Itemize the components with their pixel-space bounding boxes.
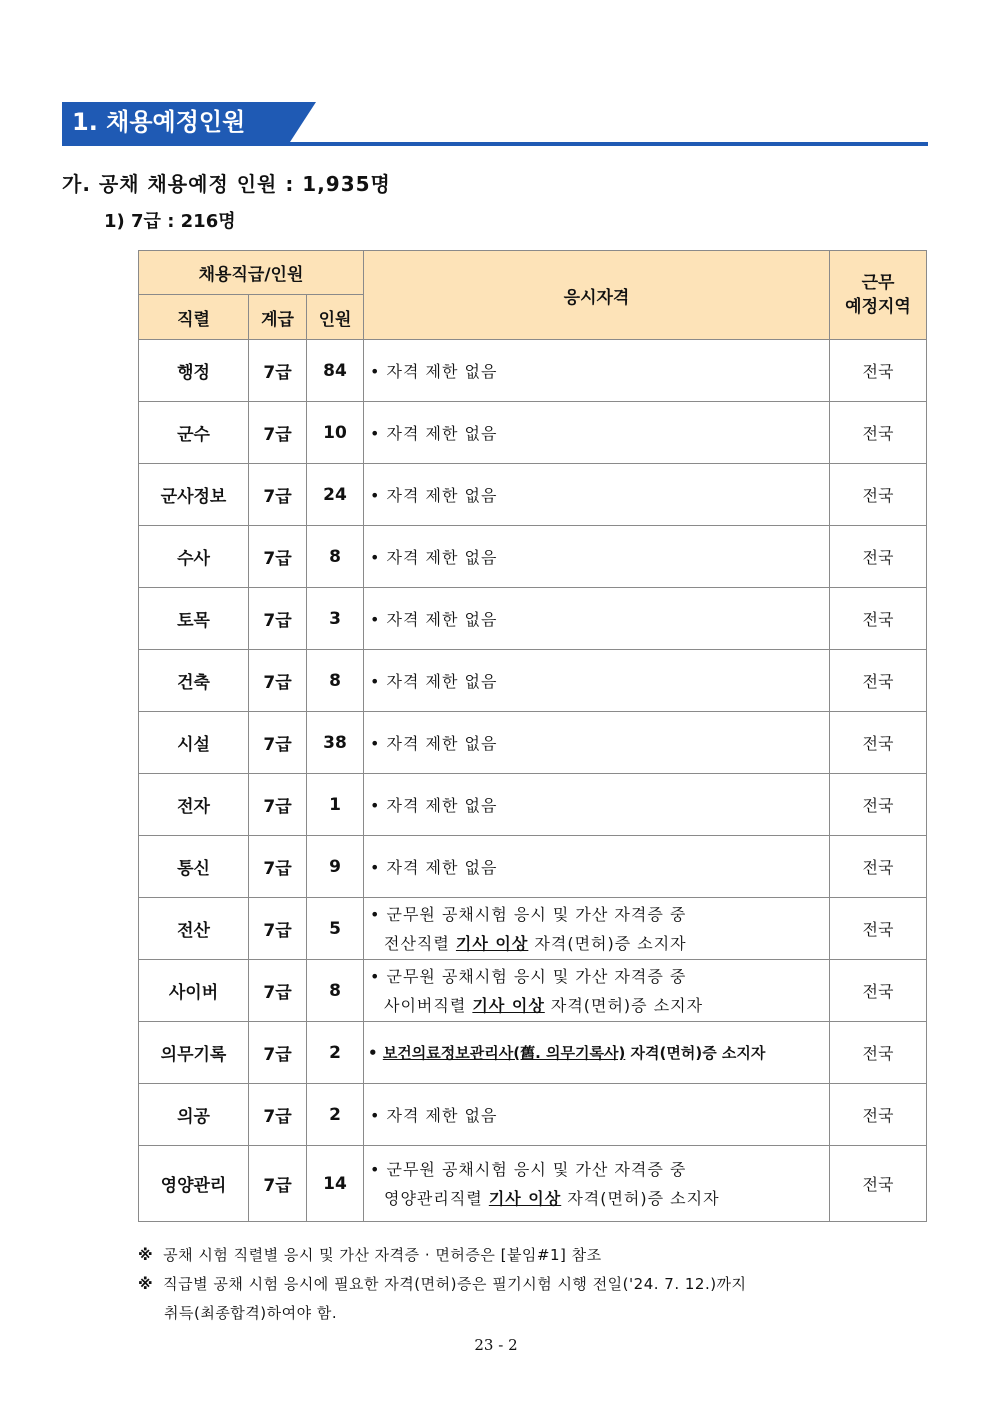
cell-series: 군수	[139, 402, 249, 464]
cell-region: 전국	[830, 340, 927, 402]
qual-line2-pre: 전산직렬	[384, 933, 456, 953]
cell-series: 의공	[139, 1084, 249, 1146]
cell-qualification	[364, 1146, 830, 1222]
cell-series: 의무기록	[139, 1022, 249, 1084]
cell-qualification: • 자격 제한 없음	[364, 340, 830, 402]
table-row	[139, 774, 927, 836]
cell-count: 1	[307, 774, 364, 836]
cell-count: 84	[307, 340, 364, 402]
note-mark: ※	[138, 1275, 154, 1293]
cell-qualification	[364, 960, 830, 1022]
cell-grade: 7급	[249, 836, 307, 898]
qual-bullet: •	[368, 1044, 383, 1062]
header-group: 채용직급/인원	[139, 251, 364, 295]
qual-underlined: 기사 이상	[488, 1188, 562, 1208]
cell-region: 전국	[830, 464, 927, 526]
note-2	[138, 1270, 747, 1299]
section-title-tip	[290, 102, 316, 142]
table-row	[139, 712, 927, 774]
cell-grade: 7급	[249, 402, 307, 464]
note-1	[138, 1241, 747, 1270]
table-row	[139, 1022, 927, 1084]
cell-series: 통신	[139, 836, 249, 898]
cell-grade: 7급	[249, 1146, 307, 1222]
cell-region: 전국	[830, 402, 927, 464]
cell-count: 3	[307, 588, 364, 650]
section-title-bar	[62, 102, 928, 146]
cell-qualification: • 자격 제한 없음	[364, 402, 830, 464]
cell-qualification: • 자격 제한 없음	[364, 1084, 830, 1146]
qual-line2-post: 자격(면허)증 소지자	[561, 1188, 720, 1208]
qual-line2-pre: 영양관리직렬	[384, 1188, 489, 1208]
cell-series: 수사	[139, 526, 249, 588]
cell-series: 전산	[139, 898, 249, 960]
table-row	[139, 1146, 927, 1222]
cell-region: 전국	[830, 1022, 927, 1084]
recruitment-table	[138, 250, 927, 1222]
header-series: 직렬	[139, 295, 249, 340]
cell-count: 8	[307, 526, 364, 588]
section-title: 1. 채용예정인원	[62, 102, 290, 142]
table-body	[139, 340, 927, 1222]
cell-count: 10	[307, 402, 364, 464]
cell-series: 행정	[139, 340, 249, 402]
cell-grade: 7급	[249, 526, 307, 588]
table-row	[139, 836, 927, 898]
heading-grade7: 1) 7급 : 216명	[104, 211, 236, 232]
note-1-text: 공채 시험 직렬별 응시 및 가산 자격증 · 면허증은 [붙임#1] 참조	[163, 1246, 602, 1264]
cell-grade: 7급	[249, 464, 307, 526]
table-row	[139, 960, 927, 1022]
cell-region: 전국	[830, 960, 927, 1022]
note-mark: ※	[138, 1246, 154, 1264]
cell-grade: 7급	[249, 712, 307, 774]
qual-underlined: 보건의료정보관리사(舊. 의무기록사)	[382, 1044, 626, 1062]
qual-post: 자격(면허)증 소지자	[625, 1044, 766, 1062]
table-row	[139, 464, 927, 526]
qual-line1: • 군무원 공채시험 응시 및 가산 자격증 중	[370, 966, 687, 986]
cell-qualification: • 자격 제한 없음	[364, 836, 830, 898]
cell-count: 2	[307, 1084, 364, 1146]
note-2-text: 직급별 공채 시험 응시에 필요한 자격(면허)증은 필기시험 시행 전일('24. 7. 12.)까지	[163, 1275, 747, 1293]
cell-grade: 7급	[249, 1022, 307, 1084]
cell-grade: 7급	[249, 898, 307, 960]
qual-line2-post: 자격(면허)증 소지자	[544, 995, 704, 1015]
cell-count: 9	[307, 836, 364, 898]
page-number: 23 - 2	[474, 1336, 518, 1354]
cell-series: 전자	[139, 774, 249, 836]
header-region	[830, 251, 927, 340]
cell-series: 사이버	[139, 960, 249, 1022]
table-row	[139, 588, 927, 650]
qual-underlined: 기사 이상	[455, 933, 529, 953]
qual-line1: • 군무원 공채시험 응시 및 가산 자격증 중	[370, 1159, 687, 1179]
cell-count: 24	[307, 464, 364, 526]
table-row	[139, 1084, 927, 1146]
header-region-line1: 근무	[861, 273, 895, 293]
cell-series: 영양관리	[139, 1146, 249, 1222]
cell-series: 토목	[139, 588, 249, 650]
cell-grade: 7급	[249, 340, 307, 402]
cell-grade: 7급	[249, 588, 307, 650]
cell-series: 군사정보	[139, 464, 249, 526]
cell-qualification: • 자격 제한 없음	[364, 650, 830, 712]
header-grade: 계급	[249, 295, 307, 340]
qual-line2-post: 자격(면허)증 소지자	[528, 933, 687, 953]
table-row	[139, 898, 927, 960]
cell-count: 2	[307, 1022, 364, 1084]
cell-count: 8	[307, 650, 364, 712]
header-region-line2: 예정지역	[845, 297, 911, 317]
cell-grade: 7급	[249, 774, 307, 836]
qual-line1: • 군무원 공채시험 응시 및 가산 자격증 중	[370, 904, 687, 924]
cell-region: 전국	[830, 1146, 927, 1222]
cell-qualification: • 자격 제한 없음	[364, 588, 830, 650]
cell-count: 5	[307, 898, 364, 960]
cell-region: 전국	[830, 712, 927, 774]
cell-region: 전국	[830, 588, 927, 650]
cell-region: 전국	[830, 898, 927, 960]
cell-region: 전국	[830, 774, 927, 836]
qual-underlined: 기사 이상	[472, 995, 545, 1015]
cell-series: 건축	[139, 650, 249, 712]
cell-qualification	[364, 898, 830, 960]
cell-qualification: • 자격 제한 없음	[364, 774, 830, 836]
cell-series: 시설	[139, 712, 249, 774]
section-title-rule	[62, 142, 928, 146]
cell-grade: 7급	[249, 960, 307, 1022]
cell-qualification: • 자격 제한 없음	[364, 526, 830, 588]
cell-grade: 7급	[249, 650, 307, 712]
cell-count: 38	[307, 712, 364, 774]
cell-qualification: • 자격 제한 없음	[364, 712, 830, 774]
cell-qualification	[364, 1022, 830, 1084]
cell-qualification: • 자격 제한 없음	[364, 464, 830, 526]
note-2-continued: 취득(최종합격)하여야 함.	[164, 1304, 338, 1322]
header-count: 인원	[307, 295, 364, 340]
cell-region: 전국	[830, 650, 927, 712]
cell-count: 8	[307, 960, 364, 1022]
table-row	[139, 340, 927, 402]
cell-region: 전국	[830, 836, 927, 898]
heading-total-recruitment: 가. 공채 채용예정 인원 : 1,935명	[62, 172, 391, 196]
table-row	[139, 650, 927, 712]
cell-region: 전국	[830, 526, 927, 588]
qual-line2-pre: 사이버직렬	[384, 995, 473, 1015]
table-row	[139, 526, 927, 588]
cell-count: 14	[307, 1146, 364, 1222]
notes	[138, 1241, 747, 1328]
header-qualification: 응시자격	[364, 251, 830, 340]
table-row	[139, 402, 927, 464]
cell-grade: 7급	[249, 1084, 307, 1146]
cell-region: 전국	[830, 1084, 927, 1146]
